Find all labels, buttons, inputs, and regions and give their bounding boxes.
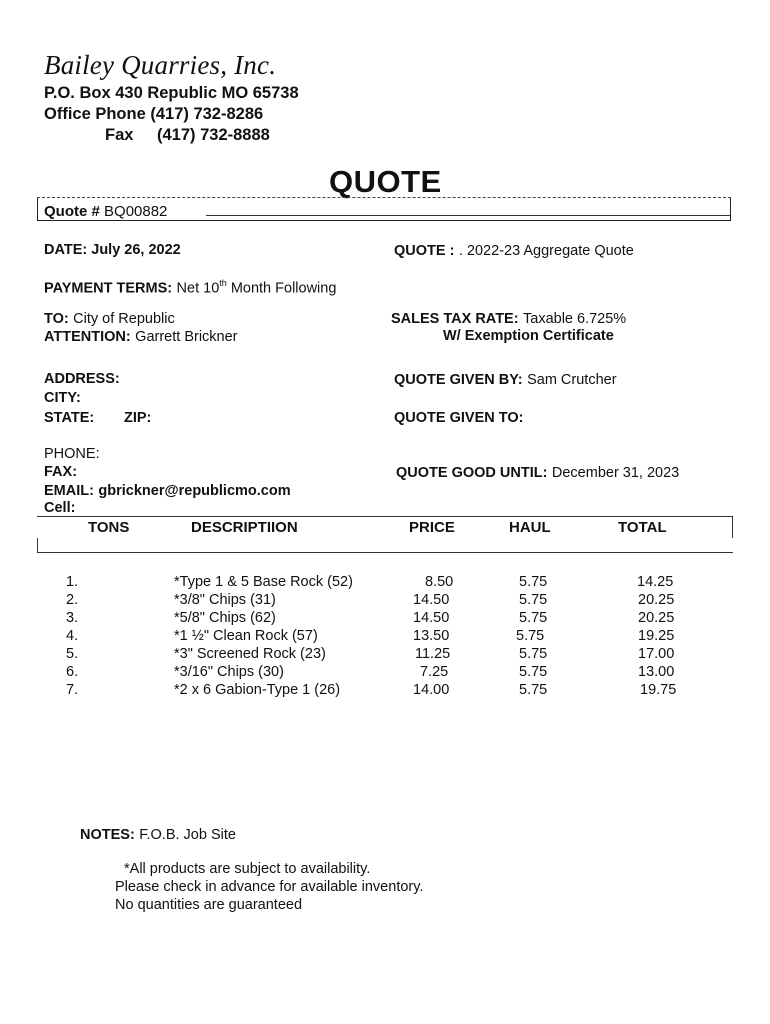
payment-terms-value: Net 10 xyxy=(176,280,220,297)
email-field xyxy=(44,482,291,500)
row-1-num: 1. xyxy=(66,574,79,590)
row-2-total: 20.25 xyxy=(638,592,675,608)
phone-label: PHONE: xyxy=(44,446,100,462)
attention-label: ATTENTION: xyxy=(44,329,131,345)
row-7-num: 7. xyxy=(66,682,79,698)
col-header-description: DESCRIPTIION xyxy=(191,519,298,536)
table-header-bottom-border xyxy=(37,552,733,553)
city-label: CITY: xyxy=(44,390,81,406)
quote-good-until-label: QUOTE GOOD UNTIL: xyxy=(396,465,548,481)
quote-number xyxy=(44,203,167,220)
row-6-num: 6. xyxy=(66,664,79,680)
row-5-num: 5. xyxy=(66,646,79,662)
company-fax-label: Fax xyxy=(105,126,134,144)
company-fax-number: (417) 732-8888 xyxy=(157,126,270,144)
sales-tax-field xyxy=(391,310,626,328)
row-6-price: 7.25 xyxy=(420,664,449,680)
row-1-price: 8.50 xyxy=(425,574,454,590)
row-5-total: 17.00 xyxy=(638,646,675,662)
row-3-price: 14.50 xyxy=(413,610,450,626)
row-3-num: 3. xyxy=(66,610,79,626)
quote-given-by-value: Sam Crutcher xyxy=(527,372,617,388)
row-7-total: 19.75 xyxy=(640,682,677,698)
row-6-total: 13.00 xyxy=(638,664,675,680)
row-6-haul: 5.75 xyxy=(519,664,548,680)
to-label: TO: xyxy=(44,311,69,327)
table-header-top-border xyxy=(37,516,733,517)
sales-tax-exemption: W/ Exemption Certificate xyxy=(443,328,614,344)
email-value: gbrickner@republicmo.com xyxy=(98,483,291,499)
quote-number-line xyxy=(206,215,730,216)
row-5-haul: 5.75 xyxy=(519,646,548,662)
document-title: QUOTE xyxy=(329,164,442,199)
row-1-total: 14.25 xyxy=(637,574,674,590)
row-7-haul: 5.75 xyxy=(519,682,548,698)
quote-given-by-field xyxy=(394,371,617,389)
row-4-haul: 5.75 xyxy=(516,628,545,644)
date-field: DATE: July 26, 2022 xyxy=(44,242,181,258)
notes-line-2: Please check in advance for available inventory. xyxy=(115,879,424,895)
row-7-description: *2 x 6 Gabion-Type 1 (26) xyxy=(174,682,341,698)
col-header-haul: HAUL xyxy=(509,519,551,536)
table-header-right-border xyxy=(732,516,733,538)
sales-tax-value: Taxable 6.725% xyxy=(523,311,627,327)
table-header-left-border xyxy=(37,538,38,553)
payment-terms-field xyxy=(44,278,336,297)
row-2-haul: 5.75 xyxy=(519,592,548,608)
quote-given-to-label: QUOTE GIVEN TO: xyxy=(394,410,524,426)
quote-label: QUOTE : xyxy=(394,243,455,259)
row-6-description: *3/16" Chips (30) xyxy=(174,664,284,680)
row-7-price: 14.00 xyxy=(413,682,450,698)
row-4-price: 13.50 xyxy=(413,628,450,644)
notes-line-1: *All products are subject to availability. xyxy=(124,861,371,877)
state-label: STATE: xyxy=(44,410,95,426)
row-1-description: *Type 1 & 5 Base Rock (52) xyxy=(174,574,353,590)
row-3-description: *5/8" Chips (62) xyxy=(174,610,276,626)
company-phone: Office Phone (417) 732-8286 xyxy=(44,105,264,123)
row-2-price: 14.50 xyxy=(413,592,450,608)
row-5-price: 11.25 xyxy=(415,646,451,662)
row-4-description: *1 ½" Clean Rock (57) xyxy=(174,628,318,644)
quote-field xyxy=(394,242,634,260)
notes-value: F.O.B. Job Site xyxy=(139,827,236,843)
quote-number-label: Quote # xyxy=(44,203,100,220)
notes-label: NOTES: xyxy=(80,827,135,843)
to-value: City of Republic xyxy=(73,311,175,327)
email-label: EMAIL: xyxy=(44,483,94,499)
address-label: ADDRESS: xyxy=(44,371,120,387)
row-3-total: 20.25 xyxy=(638,610,675,626)
col-header-total: TOTAL xyxy=(618,519,667,536)
quote-value: . 2022-23 Aggregate Quote xyxy=(458,243,634,259)
row-4-num: 4. xyxy=(66,628,79,644)
fax-label: FAX: xyxy=(44,464,78,480)
payment-terms-sup: th xyxy=(219,278,227,288)
payment-terms-value2: Month Following xyxy=(226,280,337,297)
col-header-tons: TONS xyxy=(88,519,130,536)
row-1-haul: 5.75 xyxy=(519,574,548,590)
row-2-description: *3/8" Chips (31) xyxy=(174,592,276,608)
quote-good-until-field xyxy=(396,464,679,482)
company-address: P.O. Box 430 Republic MO 65738 xyxy=(44,84,299,102)
payment-terms-label: PAYMENT TERMS: xyxy=(44,280,173,297)
quote-given-by-label: QUOTE GIVEN BY: xyxy=(394,372,523,388)
sales-tax-label: SALES TAX RATE: xyxy=(391,311,519,327)
attention-field xyxy=(44,328,238,346)
row-2-num: 2. xyxy=(66,592,79,608)
quote-good-until-value: December 31, 2023 xyxy=(551,465,680,481)
row-3-haul: 5.75 xyxy=(519,610,548,626)
col-header-price: PRICE xyxy=(409,519,455,536)
zip-label: ZIP: xyxy=(124,410,152,426)
company-name: Bailey Quarries, Inc. xyxy=(44,50,277,80)
row-4-total: 19.25 xyxy=(638,628,675,644)
row-5-description: *3" Screened Rock (23) xyxy=(174,646,326,662)
quote-number-value: BQ00882 xyxy=(104,203,168,220)
cell-label: Cell: xyxy=(44,500,76,516)
to-field xyxy=(44,310,175,328)
attention-value: Garrett Brickner xyxy=(135,329,238,345)
notes-line-3: No quantities are guaranteed xyxy=(115,897,303,913)
notes-field xyxy=(80,826,236,844)
